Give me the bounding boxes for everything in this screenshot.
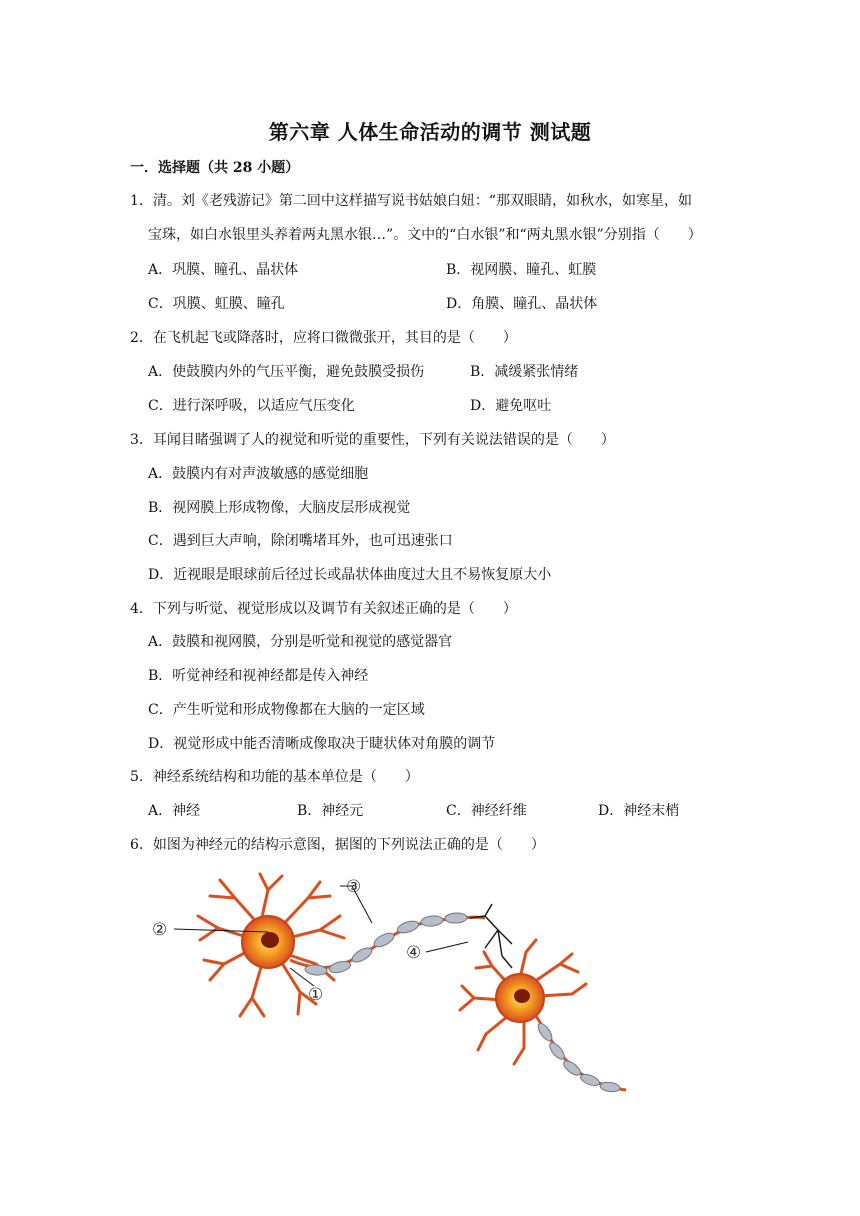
question-2-option-d: D．避免呕吐 [470,398,552,414]
question-5-option-b: B．神经元 [297,803,364,819]
neuron-2-myelin-sheath [536,1021,621,1093]
neuron-diagram-svg [140,868,640,1103]
question-2-option-b: B．减缓紧张情绪 [470,364,579,380]
neuron-2-nucleus [514,989,530,1003]
question-5-option-a: A．神经 [148,803,201,819]
question-3-option-b: B．视网膜上形成物像，大脑皮层形成视觉 [148,500,411,516]
question-2-stem: 2．在飞机起飞或降落时，应将口微微张开，其目的是（ ） [130,330,517,346]
label-circled-1: ① [308,985,324,1005]
question-4-option-b: B．听觉神经和视神经都是传入神经 [148,668,369,684]
question-3-option-c: C．遇到巨大声响，除闭嘴堵耳外，也可迅速张口 [148,533,453,549]
neuron-1-nucleus [261,932,279,948]
document-title: 第六章 人体生命活动的调节 测试题 [268,120,592,144]
question-5-stem: 5．神经系统结构和功能的基本单位是（ ） [130,769,419,785]
question-1-option-a: A．巩膜、瞳孔、晶状体 [148,262,299,278]
question-4-option-d: D．视觉形成中能否清晰成像取决于睫状体对角膜的调节 [148,736,496,752]
question-2-option-a: A．使鼓膜内外的气压平衡，避免鼓膜受损伤 [148,364,425,380]
question-6-stem: 6．如图为神经元的结构示意图，据图的下列说法正确的是（ ） [130,837,545,853]
label-circled-2: ② [152,920,168,940]
question-3-stem: 3．耳闻目睹强调了人的视觉和听觉的重要性，下列有关说法错误的是（ ） [130,432,615,448]
question-1-stem-line-1: 1．清。刘《老残游记》第二回中这样描写说书姑娘白妞：“那双眼睛，如秋水，如寒星，如 [130,193,693,209]
question-1-option-b: B．视网膜、瞳孔、虹膜 [446,262,597,278]
question-4-option-c: C．产生听觉和形成物像都在大脑的一定区域 [148,702,425,718]
neuron-diagram [140,868,640,1103]
question-3-option-a: A．鼓膜内有对声波敏感的感觉细胞 [148,466,369,482]
question-4-option-a: A．鼓膜和视网膜，分别是听觉和视觉的感觉器官 [148,634,453,650]
question-1-option-c: C．巩膜、虹膜、瞳孔 [148,296,285,312]
question-1-option-d: D．角膜、瞳孔、晶状体 [446,296,598,312]
axon-terminals [470,904,512,968]
question-5-option-d: D．神经末梢 [598,803,680,819]
question-4-stem: 4．下列与听觉、视觉形成以及调节有关叙述正确的是（ ） [130,601,517,617]
question-5-option-c: C．神经纤维 [446,803,527,819]
section-heading: 一．选择题（共 28 小题） [130,160,300,176]
question-2-option-c: C．进行深呼吸，以适应气压变化 [148,398,355,414]
label-circled-3: ③ [346,877,362,897]
label-circled-4: ④ [406,943,422,963]
question-1-stem-line-2: 宝珠，如白水银里头养着两丸黑水银…”。文中的“白水银”和“两丸黑水银”分别指（ ） [148,227,702,243]
question-3-option-d: D．近视眼是眼球前后径过长或晶状体曲度过大且不易恢复原大小 [148,567,552,583]
